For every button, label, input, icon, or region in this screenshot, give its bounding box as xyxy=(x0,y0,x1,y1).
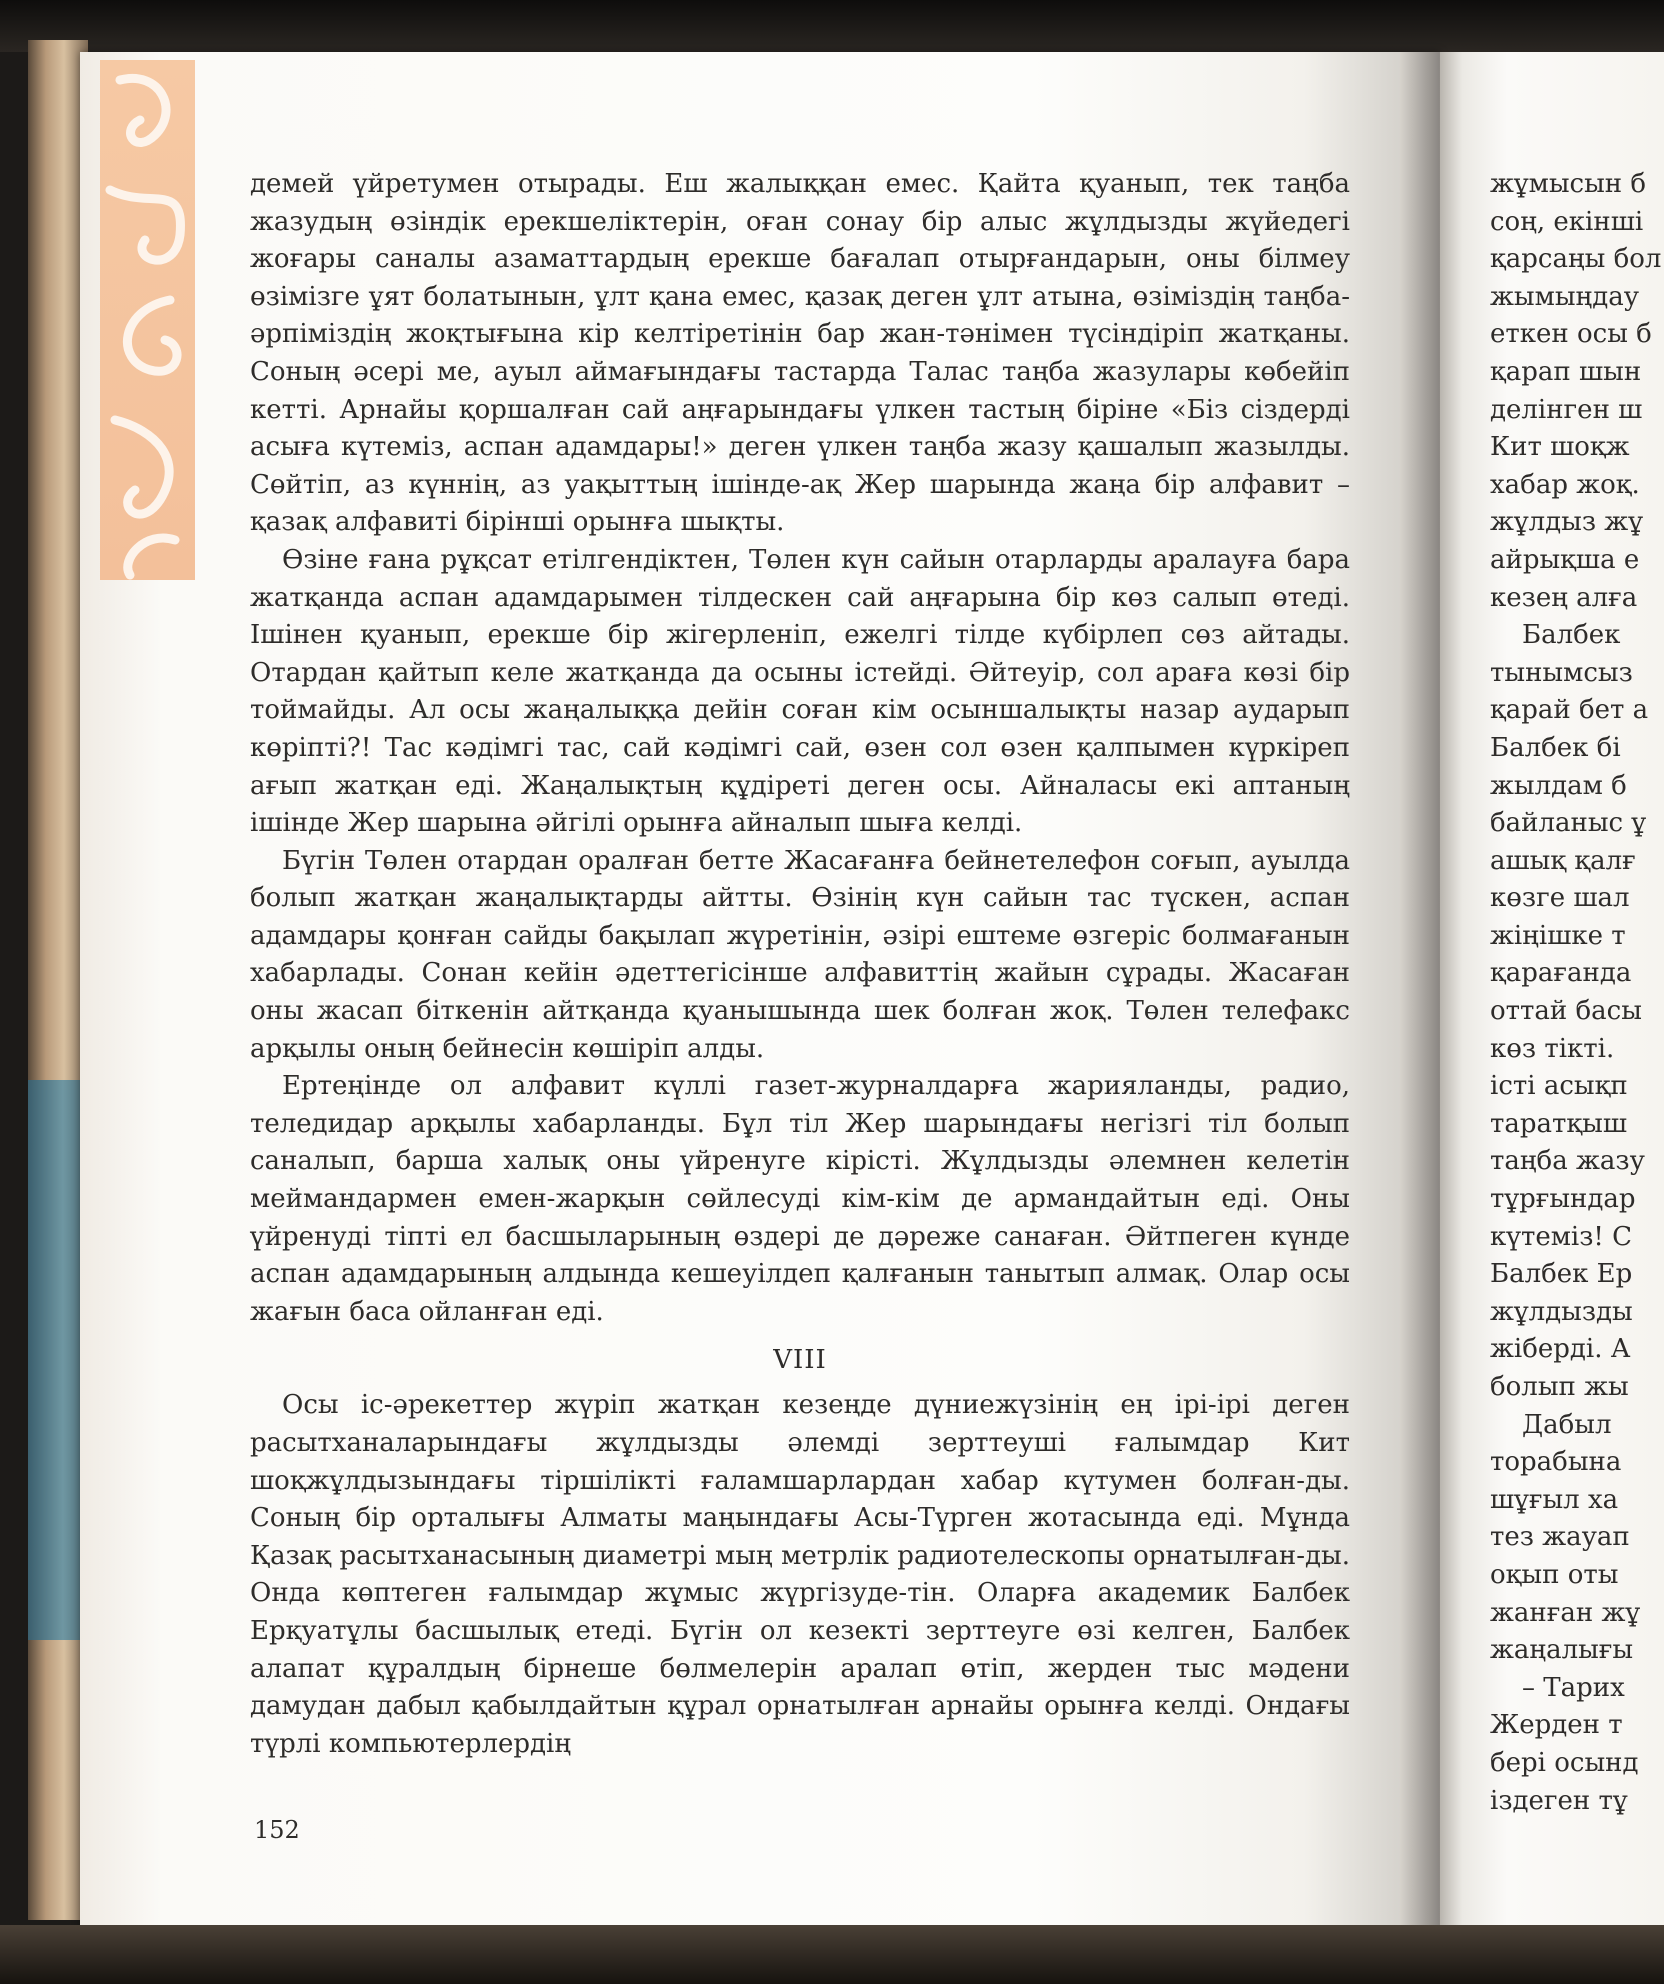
right-page-line: Дабыл xyxy=(1522,1409,1612,1440)
right-page-line: жұлдыз жұ xyxy=(1490,507,1643,538)
right-page-line: шұғыл ха xyxy=(1490,1484,1619,1515)
right-page-line: жаңалығы xyxy=(1490,1635,1634,1666)
right-page-line: көзге шал xyxy=(1490,883,1630,914)
paragraph: Осы іс-әрекеттер жүріп жатқан кезеңде дүниежүзінің ең ірі-ірі деген расытханаларындағы жұлдызды әлемді зерттеуші ғалымдар Кит шоқжұлдызындағы тіршілікті ғаламшарлардан хабар күтумен болған-ды. Соның бір орталығы Алматы маңындағы Асы-Түрген жотасында еді. Мұнда Қазақ расытханасының диаметрі мың метрлік радиотелескопы орнатылған-ды. Онда көптеген ғалымдар жұмыс жүргізуде-тін. Оларға академик Балбек Ерқуатұлы басшылық етеді. Бүгін ол кезекті зерттеуге өзі келген, Балбек алапат құралдың бірнеше бөлмелерін аралап өтіп, жерден тыс мәдени дамудан дабыл қабылдайтын құрал орнатылған арнайы орынға келді. Ондағы түрлі компьютерлердің xyxy=(250,1390,1350,1759)
paragraph: Бүгін Төлен отардан оралған бетте Жасағанға бейнетелефон соғып, ауылда болып жатқан жаңалықтарды айтты. Өзінің күн сайын тас түскен, аспан адамдары қонған сайды бақылап жүретінін, әзірі ештеме өзгеріс болмағанын хабарлады. Сонан кейін әдеттегісінше алфавиттің жайын сұрады. Жасаған оны жасап біткенін айтқанда қуанышында шек болған жоқ. Төлен телефакс арқылы оның бейнесін көшіріп алды. xyxy=(250,845,1350,1064)
right-page-line: ашық қалғ xyxy=(1490,845,1636,876)
right-page-line: қарсаңы бол xyxy=(1490,244,1662,275)
right-page-line: істі асықп xyxy=(1490,1071,1628,1102)
right-page-line: Балбек xyxy=(1522,620,1621,651)
right-page-line: іздеген тұ xyxy=(1490,1785,1628,1816)
right-page-line: тынымсыз xyxy=(1490,657,1633,688)
right-page-line: қарап шын xyxy=(1490,356,1642,387)
right-page-line: Жерден т xyxy=(1490,1710,1623,1741)
right-page-line: қарай бет а xyxy=(1490,695,1649,726)
right-page-line: таратқыш xyxy=(1490,1108,1628,1139)
right-page-line: байланыс ұ xyxy=(1490,808,1647,839)
right-page-line: жіберді. А xyxy=(1490,1334,1631,1365)
page-number: 152 xyxy=(254,1816,300,1844)
right-page-line: жұмысын б xyxy=(1490,169,1647,199)
right-page-line: оттай басы xyxy=(1490,996,1642,1027)
right-page-line: жымыңдау xyxy=(1490,281,1640,312)
paragraph: демей үйретумен отырады. Еш жалыққан емес. Қайта қуанып, тек таңба жазудың өзіндік ерекшеліктерін, оған сонау бір алыс жұлдызды жүйедегі жоғары саналы азаматтардың ерекше бағалап отырғандарын, оны білмеу өзімізге ұят болатынын, ұлт қана емес, қазақ деген ұлт атына, өзіміздің таңба-әрпіміздің жоқтығына кір келтіретінін бар жан-тәнімен түсіндіріп жатқаны. Соның әсері ме, ауыл аймағындағы тастарда Талас таңба жазулары көбейіп кетті. Арнайы қоршалған сай аңғарындағы үлкен тастың біріне «Біз сіздерді асыға күтеміз, аспан адамдары!» деген үлкен таңба жазу қашалып жазылды. Сөйтіп, аз күннің, аз уақыттың ішінде-ақ Жер шарында жаңа бір алфавит – қазақ алфавиті бірінші орынға шықты. xyxy=(250,169,1350,538)
paragraph: Ертеңінде ол алфавит күллі газет-журналдарға жарияланды, радио, теледидар арқылы хабарланды. Бұл тіл Жер шарындағы негізгі тіл болып саналып, барша халық оны үйренуге кірісті. Жұлдызды әлемнен келетін меймандармен емен-жарқын сөйлесуді кім-кім де армандайтын еді. Оны үйренуді тіпті ел басшыларының өздері де дәреже санаған. Әйтпеген күнде аспан адамдарының алдында кешеуілдеп қалғанын танытып алмақ. Олар осы жағын баса ойланған еді. xyxy=(250,1071,1350,1327)
right-page-line: көз тікті. xyxy=(1490,1033,1615,1064)
right-page-line: делінген ш xyxy=(1490,394,1643,425)
right-page-line: болып жы xyxy=(1490,1372,1629,1402)
right-page-line: торабына xyxy=(1490,1447,1622,1478)
right-page-text xyxy=(1490,166,1664,1820)
right-page-line: жіңішке т xyxy=(1490,920,1626,951)
right-page-line: таңба жазу xyxy=(1490,1146,1645,1177)
ornament-graphic xyxy=(100,60,195,580)
right-page-line: оқып оты xyxy=(1490,1559,1619,1590)
right-page-line: айрықша е xyxy=(1490,544,1640,575)
page-ornament xyxy=(100,60,195,580)
right-page-line: еткен осы б xyxy=(1490,319,1652,350)
right-page-line: жұлдызды xyxy=(1490,1296,1633,1327)
right-page-line: Балбек бі xyxy=(1490,732,1621,763)
chapter-heading: VIII xyxy=(773,1345,827,1376)
book-top-edge xyxy=(0,0,1664,52)
right-page-line: қарағанда xyxy=(1490,958,1632,989)
right-page-line: соң, екінші xyxy=(1490,206,1644,237)
right-page-line: тез жауап xyxy=(1490,1522,1630,1553)
right-page-line: тұрғындар xyxy=(1490,1184,1636,1215)
right-page-line: Балбек Ер xyxy=(1490,1259,1633,1290)
right-page-line: хабар жоқ. xyxy=(1490,469,1640,500)
right-page-line: бері осынд xyxy=(1490,1747,1639,1778)
right-page-line: жанған жұ xyxy=(1490,1597,1641,1628)
left-page-text xyxy=(250,166,1350,1763)
right-page-line: – Тарих xyxy=(1522,1672,1625,1703)
right-page-line: кезең алға xyxy=(1490,582,1638,613)
right-page-line: Кит шоқж xyxy=(1490,432,1630,463)
right-page-line: жылдам б xyxy=(1490,770,1627,801)
right-page-line: күтеміз! С xyxy=(1490,1221,1633,1252)
paragraph: Өзіне ғана рұқсат етілгендіктен, Төлен күн сайын отарларды аралауға бара жатқанда аспан адамдарымен тілдескен сай аңғарына бір көз салып өтеді. Ішінен қуанып, ерекше бір жігерленіп, ежелгі тілде күбірлеп сөз айтады. Отардан қайтып келе жатқанда да осыны істейді. Әйтеуір, сол араға көзі бір тоймайды. Ал осы жаңалыққа дейін соған кім осыншалықты назар аударып көріпті?! Тас кәдімгі тас, сай кәдімгі сай, өзен сол өзен қалпымен күркіреп ағып жатқан еді. Жаңалықтың құдіреті деген осы. Айналасы екі аптаның ішінде Жер шарына әйгілі орынға айналып шыға келді. xyxy=(250,544,1350,839)
book-bottom-edge xyxy=(0,1925,1664,1984)
